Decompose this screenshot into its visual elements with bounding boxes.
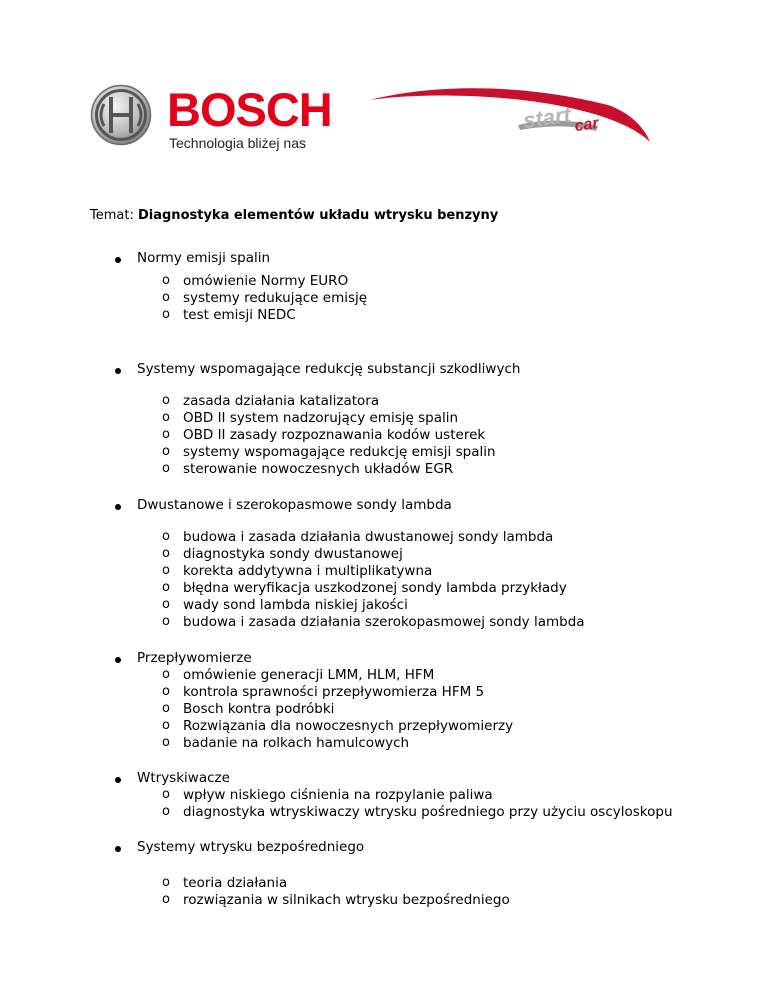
- list-item-text: diagnostyka sondy dwustanowej: [183, 546, 403, 562]
- list-item-text: wady sond lambda niskiej jakości: [183, 597, 408, 613]
- svg-text:start: start: [521, 101, 573, 134]
- sub-bullet-icon: o: [162, 410, 170, 425]
- bullet-dot-icon: [115, 368, 121, 374]
- section-heading: Systemy wspomagające redukcję substancji szkodliwych: [137, 361, 521, 377]
- topic-line: [90, 208, 498, 223]
- list-item-text: korekta addytywna i multiplikatywna: [183, 563, 433, 579]
- sub-bullet-icon: o: [162, 735, 170, 750]
- bullet-dot-icon: [115, 504, 121, 510]
- list-item-text: systemy redukujące emisję: [183, 290, 368, 306]
- list-item-text: sterowanie nowoczesnych układów EGR: [183, 461, 454, 477]
- sub-bullet-icon: o: [162, 804, 170, 819]
- list-item-text: zasada działania katalizatora: [183, 393, 380, 409]
- bullet-dot-icon: [115, 257, 121, 263]
- bullet-dot-icon: [115, 777, 121, 783]
- list-item-text: kontrola sprawności przepływomierza HFM 5: [183, 684, 485, 700]
- sub-bullet-icon: o: [162, 273, 170, 288]
- sub-bullet-icon: o: [162, 667, 170, 682]
- list-item-text: błędna weryfikacja uszkodzonej sondy lambda przykłady: [183, 580, 567, 596]
- section-heading: Dwustanowe i szerokopasmowe sondy lambda: [137, 497, 452, 513]
- section-heading: Przepływomierze: [137, 650, 252, 666]
- sub-bullet-icon: o: [162, 718, 170, 733]
- list-item-text: teoria działania: [183, 875, 288, 891]
- bullet-dot-icon: [115, 846, 121, 852]
- bosch-tagline: Technologia bliżej nas: [169, 135, 306, 151]
- list-item-text: OBD II system nadzorujący emisję spalin: [183, 410, 459, 426]
- svg-text:car: car: [573, 114, 600, 136]
- sub-bullet-icon: o: [162, 307, 170, 322]
- list-item-text: omówienie generacji LMM, HLM, HFM: [183, 667, 435, 683]
- list-item-text: rozwiązania w silnikach wtrysku bezpośredniego: [183, 892, 510, 908]
- sub-bullet-icon: o: [162, 563, 170, 578]
- section-heading: Normy emisji spalin: [137, 250, 271, 266]
- list-item-text: wpływ niskiego ciśnienia na rozpylanie paliwa: [183, 787, 493, 803]
- bosch-logo: [90, 82, 340, 154]
- list-item-text: Rozwiązania dla nowoczesnych przepływomierzy: [183, 718, 514, 734]
- sub-bullet-icon: o: [162, 614, 170, 629]
- sub-bullet-icon: o: [162, 875, 170, 890]
- sub-bullet-icon: o: [162, 787, 170, 802]
- section-heading: Wtryskiwacze: [137, 770, 230, 786]
- list-item-text: budowa i zasada działania dwustanowej sondy lambda: [183, 529, 554, 545]
- topic-value: Diagnostyka elementów układu wtrysku benzyny: [137, 208, 499, 223]
- list-item-text: diagnostyka wtryskiwaczy wtrysku pośredniego przy użyciu oscyloskopu: [183, 804, 673, 820]
- sub-bullet-icon: o: [162, 290, 170, 305]
- sub-bullet-icon: o: [162, 393, 170, 408]
- sub-bullet-icon: o: [162, 684, 170, 699]
- sub-bullet-icon: o: [162, 529, 170, 544]
- list-item-text: OBD II zasady rozpoznawania kodów usterek: [183, 427, 486, 443]
- sub-bullet-icon: o: [162, 892, 170, 907]
- list-item-text: budowa i zasada działania szerokopasmowej sondy lambda: [183, 614, 585, 630]
- list-item-text: badanie na rolkach hamulcowych: [183, 735, 410, 751]
- sub-bullet-icon: o: [162, 546, 170, 561]
- sub-bullet-icon: o: [162, 597, 170, 612]
- bosch-armature-emblem-icon: [90, 84, 152, 146]
- list-item-text: systemy wspomagające redukcję emisji spalin: [183, 444, 496, 460]
- sub-bullet-icon: o: [162, 461, 170, 476]
- sub-bullet-icon: o: [162, 427, 170, 442]
- list-item-text: omówienie Normy EURO: [183, 273, 349, 289]
- bullet-dot-icon: [115, 657, 121, 663]
- sub-bullet-icon: o: [162, 701, 170, 716]
- startcar-logo: [368, 80, 653, 155]
- sub-bullet-icon: o: [162, 580, 170, 595]
- topic-label: Temat:: [90, 208, 134, 223]
- sub-bullet-icon: o: [162, 444, 170, 459]
- list-item-text: test emisji NEDC: [183, 307, 296, 323]
- list-item-text: Bosch kontra podróbki: [183, 701, 335, 717]
- bosch-wordmark: BOSCH: [167, 83, 332, 136]
- section-heading: Systemy wtrysku bezpośredniego: [137, 839, 365, 855]
